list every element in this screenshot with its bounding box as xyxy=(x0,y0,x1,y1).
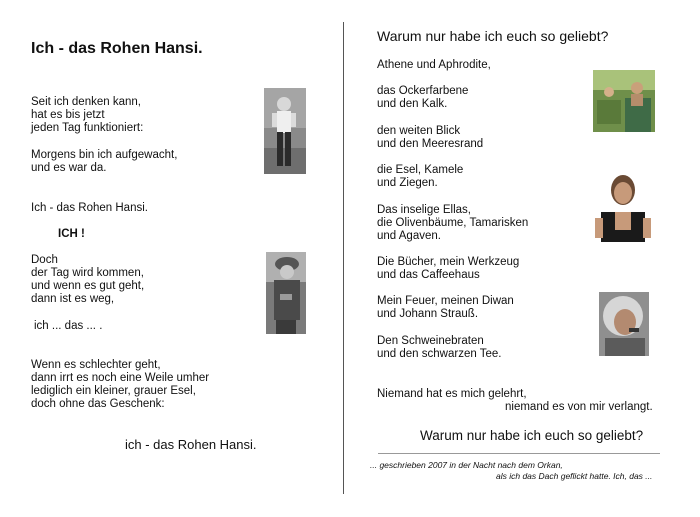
text-line: Wenn es schlechter geht, xyxy=(31,359,161,371)
text-line: die Esel, Kamele xyxy=(377,164,464,176)
text-line: jeden Tag funktioniert: xyxy=(31,122,144,134)
photo-grey-haired-man xyxy=(599,292,649,356)
left-title: Ich - das Rohen Hansi. xyxy=(31,40,203,57)
text-line: und den Meeresrand xyxy=(377,138,484,150)
right-stanza-9b: niemand es von mir verlangt. xyxy=(505,401,653,413)
text-line: der Tag wird kommen, xyxy=(31,267,144,279)
right-stanza-2 xyxy=(377,85,468,111)
right-closing-line: Warum nur habe ich euch so geliebt? xyxy=(420,428,644,443)
right-stanza-5 xyxy=(377,204,528,243)
photo-man-portrait xyxy=(593,170,653,242)
text-line: und Johann Strauß. xyxy=(377,308,479,320)
left-stanza-3: Ich - das Rohen Hansi. xyxy=(31,202,148,214)
left-stanza-7 xyxy=(31,359,209,411)
text-line: dann ist es weg, xyxy=(31,293,115,305)
left-stanza-4: ICH ! xyxy=(58,228,85,240)
text-line: Das inselige Ellas, xyxy=(377,204,471,216)
left-stanza-1 xyxy=(31,96,143,135)
right-stanza-9a: Niemand hat es mich gelehrt, xyxy=(377,388,527,400)
left-stanza-5 xyxy=(31,254,144,306)
column-divider xyxy=(343,22,344,494)
text-line: Seit ich denken kann, xyxy=(31,96,141,108)
text-line: und es war da. xyxy=(31,162,107,174)
text-line: den weiten Blick xyxy=(377,125,461,137)
left-stanza-2 xyxy=(31,149,177,175)
photo-soldier xyxy=(266,252,306,334)
left-closing-line: ich - das Rohen Hansi. xyxy=(125,437,257,452)
text-line: und Ziegen. xyxy=(377,177,438,189)
text-line: und den Kalk. xyxy=(377,98,448,110)
right-title: Warum nur habe ich euch so geliebt? xyxy=(377,28,609,44)
right-stanza-6 xyxy=(377,256,519,282)
right-stanza-3 xyxy=(377,125,483,151)
text-line: dann irrt es noch eine Weile umher xyxy=(31,372,210,384)
footnote-line-2: als ich das Dach geflickt hatte. Ich, das ... xyxy=(496,471,653,481)
text-line: Die Bücher, mein Werkzeug xyxy=(377,256,520,268)
right-stanza-4 xyxy=(377,164,463,190)
text-line: Mein Feuer, meinen Diwan xyxy=(377,295,514,307)
text-line: das Ockerfarbene xyxy=(377,85,469,97)
text-line: und das Caffeehaus xyxy=(377,269,480,281)
text-line: Morgens bin ich aufgewacht, xyxy=(31,149,178,161)
text-line: und den schwarzen Tee. xyxy=(377,348,502,360)
text-line: doch ohne das Geschenk: xyxy=(31,398,165,410)
text-line: Athene und Aphrodite, xyxy=(377,59,491,71)
text-line: und wenn es gut geht, xyxy=(31,280,145,292)
photo-man-garden xyxy=(593,70,655,132)
left-stanza-6: ich ... das ... . xyxy=(34,320,103,332)
text-line: Den Schweinebraten xyxy=(377,335,484,347)
text-line: lediglich ein kleiner, grauer Esel, xyxy=(31,385,196,397)
footnote-line-1: ... geschrieben 2007 in der Nacht nach dem Orkan, xyxy=(370,460,563,470)
right-stanza-1 xyxy=(377,59,491,72)
photo-child xyxy=(264,88,306,174)
text-line: hat es bis jetzt xyxy=(31,109,105,121)
right-stanza-8 xyxy=(377,335,501,361)
text-line: die Olivenbäume, Tamarisken xyxy=(377,217,529,229)
text-line: und Agaven. xyxy=(377,230,441,242)
text-line: Doch xyxy=(31,254,58,266)
footnote-rule xyxy=(378,453,660,454)
right-stanza-7 xyxy=(377,295,514,321)
